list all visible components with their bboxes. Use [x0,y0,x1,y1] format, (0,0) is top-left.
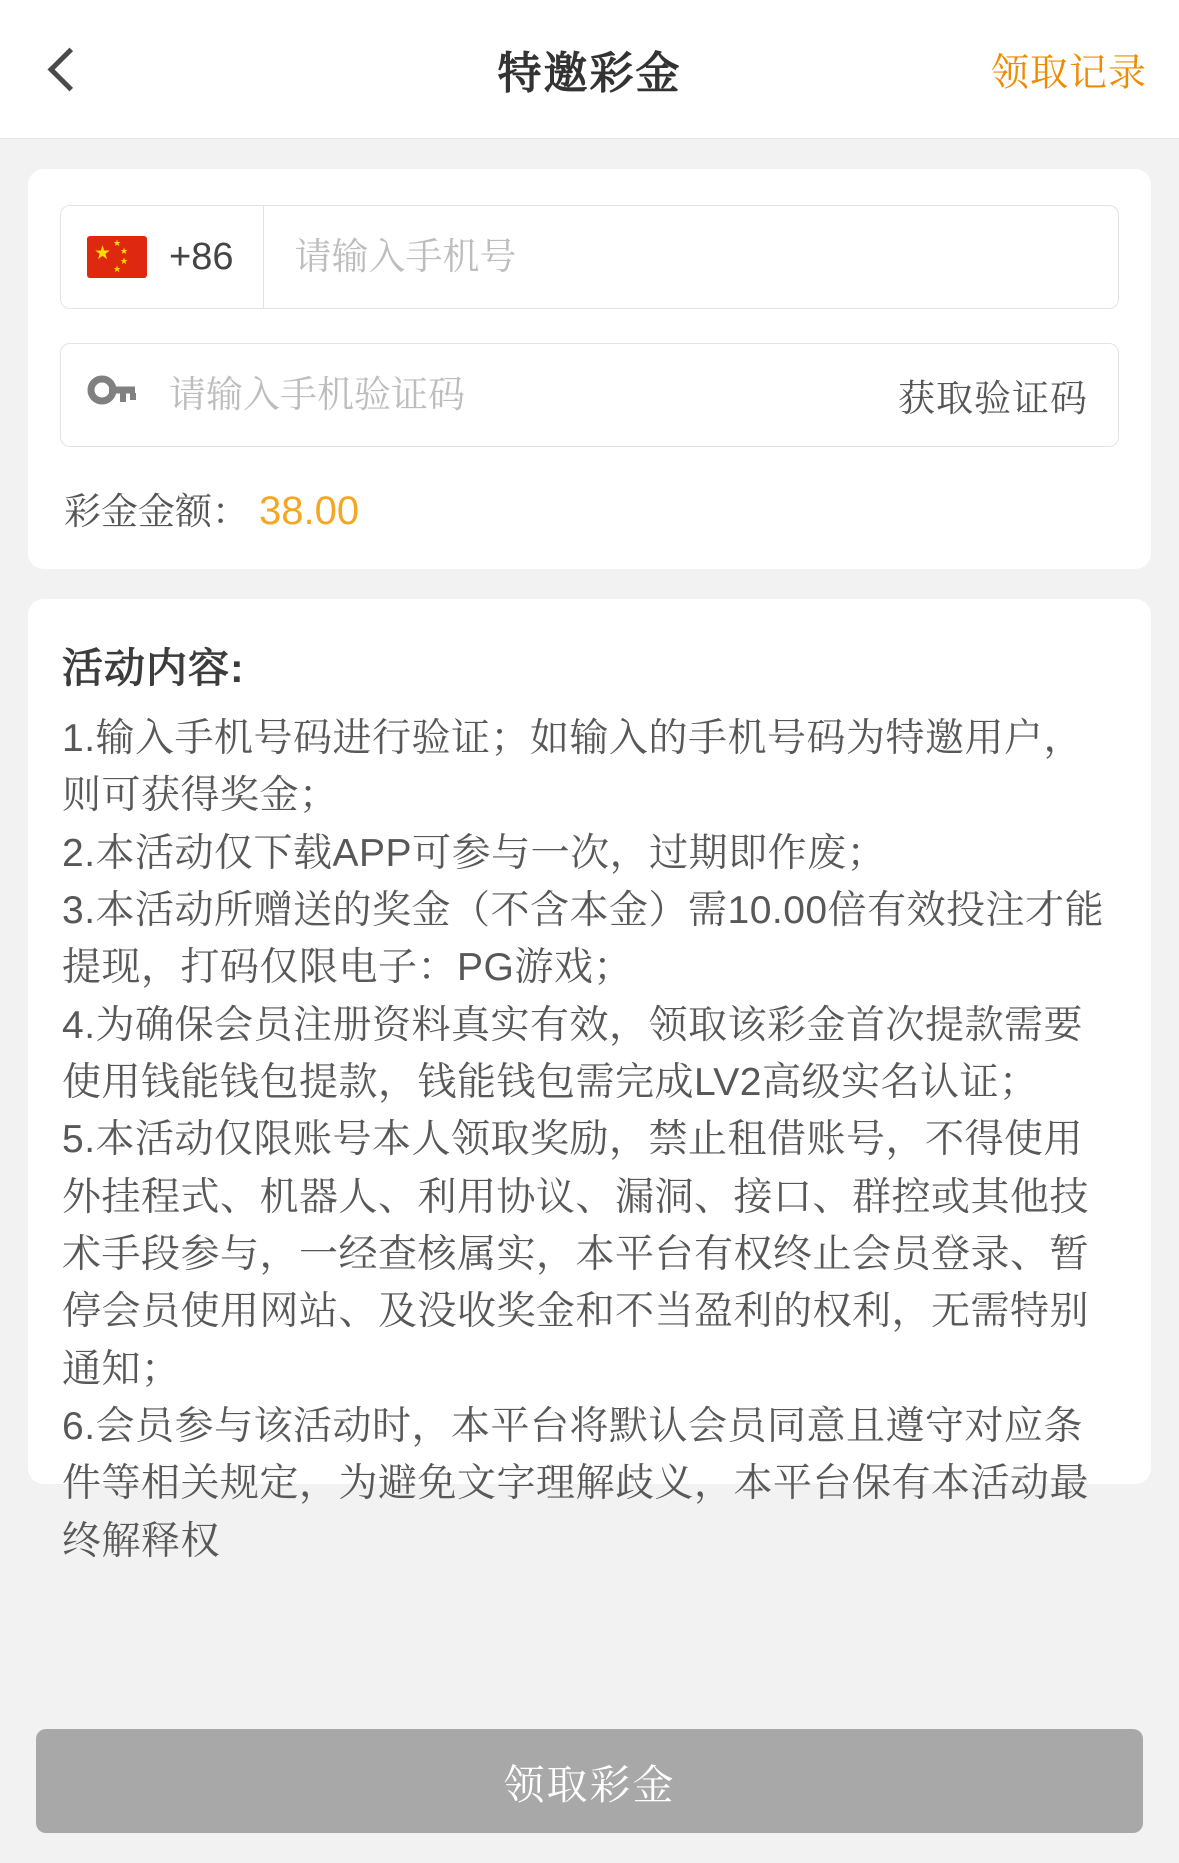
bonus-amount-value: 38.00 [259,489,360,533]
china-flag-icon: ★ ★ ★ ★ ★ [87,236,147,278]
bottom-action-bar [0,1729,1179,1863]
phone-input[interactable] [264,206,1118,308]
app-header [0,0,1179,139]
verification-code-field-row [60,343,1119,447]
verification-code-input[interactable] [139,344,898,446]
activity-content-title: 活动内容: [62,645,245,691]
claim-bonus-button[interactable]: 领取彩金 [36,1729,1143,1833]
claim-form-card [28,169,1151,569]
country-code-label: +86 [169,235,234,278]
claim-records-link[interactable]: 领取记录 [990,52,1147,95]
bonus-amount-row [60,481,1119,535]
phone-field-row [60,205,1119,309]
chevron-left-icon [47,47,91,91]
get-code-button[interactable]: 获取验证码 [898,378,1088,419]
rule-item: 4.为确保会员注册资料真实有效，领取该彩金首次提款需要使用钱能钱包提款，钱能钱包需完成LV2高级实名认证； [62,1003,1084,1104]
key-icon [87,373,139,417]
rule-item: 1.输入手机号码进行验证；如输入的手机号码为特邀用户，则可获得奖金； [62,717,1084,818]
rule-item: 2.本活动仅下载APP可参与一次，过期即作废； [62,831,887,875]
country-code-selector[interactable] [61,206,264,308]
back-button[interactable] [30,34,100,104]
page-title: 特邀彩金 [497,49,682,98]
rule-item: 6.会员参与该活动时，本平台将默认会员同意且遵守对应条件等相关规定，为避免文字理解歧义，本平台保有本活动最终解释权 [62,1404,1090,1563]
rule-item: 5.本活动仅限账号本人领取奖励，禁止租借账号，不得使用外挂程式、机器人、利用协议、漏洞、接口、群控或其他技术手段参与，一经查核属实，本平台有权终止会员登录、暂停会员使用网站、及没收奖金和不当盈利的权利，无需特别通知； [62,1118,1090,1391]
rule-item: 3.本活动所赠送的奖金（不含本金）需10.00倍有效投注才能提现，打码仅限电子：PG游戏； [62,888,1105,990]
activity-content-card [28,599,1151,1563]
bonus-amount-label: 彩金金额： [64,491,249,532]
